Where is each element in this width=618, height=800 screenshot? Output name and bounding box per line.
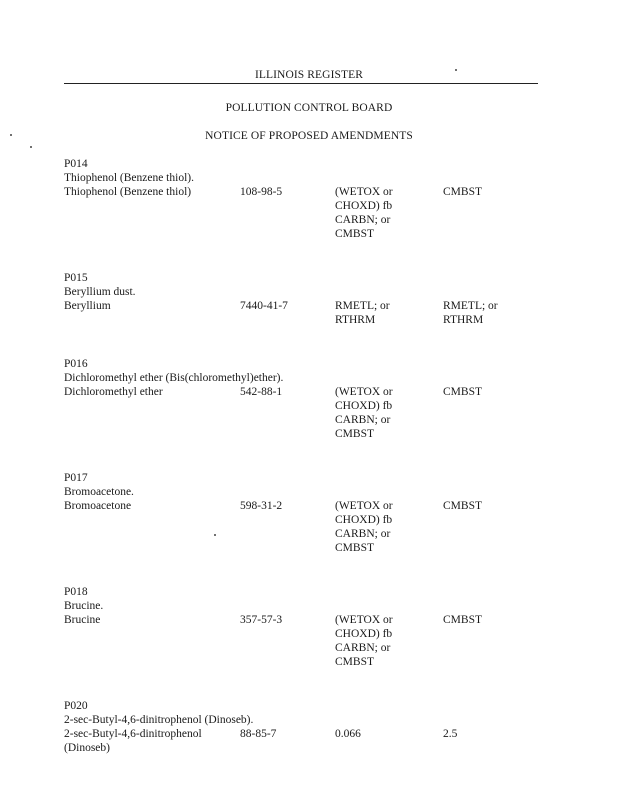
constituent-name-line: (Dinoseb)	[64, 742, 110, 754]
waste-code: P020	[64, 700, 88, 712]
wastewater-standard-line: CMBST	[335, 428, 374, 440]
heading-rule	[64, 83, 538, 84]
waste-code-entry	[64, 357, 544, 441]
constituent-name-line: Thiophenol (Benzene thiol)	[64, 186, 192, 198]
wastewater-standard-line: 0.066	[335, 728, 361, 740]
cas-number: 108-98-5	[240, 186, 283, 198]
waste-description: Dichloromethyl ether (Bis(chloromethyl)ether).	[64, 372, 284, 384]
constituent-row	[64, 385, 544, 441]
scan-speck	[10, 134, 12, 136]
wastewater-standard	[335, 613, 431, 669]
waste-description: 2-sec-Butyl-4,6-dinitrophenol (Dinoseb).	[64, 714, 254, 726]
wastewater-standard-line: CMBST	[335, 656, 374, 668]
constituent-name	[64, 299, 234, 313]
waste-description: Thiophenol (Benzene thiol).	[64, 172, 194, 184]
nonwastewater-standard-line: RMETL; or	[443, 300, 498, 312]
nonwastewater-standard	[443, 299, 539, 327]
wastewater-standard-line: CMBST	[335, 542, 374, 554]
waste-code: P018	[64, 586, 88, 598]
constituent-name-line: Brucine	[64, 614, 101, 626]
wastewater-standard-line: CHOXD) fb	[335, 200, 393, 212]
wastewater-standard-line: CHOXD) fb	[335, 400, 393, 412]
wastewater-standard-line: CARBN; or	[335, 414, 391, 426]
notice-heading: NOTICE OF PROPOSED AMENDMENTS	[205, 130, 413, 142]
wastewater-standard-line: CARBN; or	[335, 528, 391, 540]
scan-speck	[30, 146, 32, 148]
wastewater-standard	[335, 185, 431, 241]
waste-code-entry	[64, 157, 544, 241]
nonwastewater-standard	[443, 385, 539, 399]
nonwastewater-standard-line: 2.5	[443, 728, 458, 740]
nonwastewater-standard	[443, 613, 539, 627]
waste-code-entry	[64, 471, 544, 555]
waste-code: P014	[64, 158, 88, 170]
wastewater-standard-line: CARBN; or	[335, 642, 391, 654]
constituent-row	[64, 185, 544, 241]
waste-code: P016	[64, 358, 88, 370]
waste-description: Bromoacetone.	[64, 486, 134, 498]
constituent-row	[64, 613, 544, 669]
wastewater-standard-line: (WETOX or	[335, 614, 393, 626]
scan-speck	[214, 534, 216, 536]
waste-code-entry	[64, 699, 544, 755]
constituent-name	[64, 385, 234, 399]
constituent-name-line: Dichloromethyl ether	[64, 386, 163, 398]
cas-number: 88-85-7	[240, 728, 277, 740]
cas-number: 542-88-1	[240, 386, 283, 398]
nonwastewater-standard	[443, 727, 539, 741]
waste-description: Brucine.	[64, 600, 104, 612]
wastewater-standard-line: RMETL; or	[335, 300, 390, 312]
register-heading: ILLINOIS REGISTER	[254, 69, 364, 81]
nonwastewater-standard	[443, 499, 539, 513]
constituent-name-line: Bromoacetone	[64, 500, 132, 512]
wastewater-standard-line: (WETOX or	[335, 386, 393, 398]
wastewater-standard	[335, 499, 431, 555]
cas-number: 598-31-2	[240, 500, 283, 512]
wastewater-standard	[335, 727, 431, 741]
constituent-name-line: Beryllium	[64, 300, 111, 312]
constituent-name	[64, 185, 234, 199]
nonwastewater-standard-line: CMBST	[443, 386, 482, 398]
constituent-name	[64, 499, 234, 513]
waste-code-entry	[64, 585, 544, 669]
wastewater-standard-line: (WETOX or	[335, 500, 393, 512]
waste-code: P015	[64, 272, 88, 284]
waste-description: Beryllium dust.	[64, 286, 136, 298]
wastewater-standard-line: CHOXD) fb	[335, 514, 393, 526]
wastewater-standard-line: CARBN; or	[335, 214, 391, 226]
constituent-name	[64, 613, 234, 627]
wastewater-standard	[335, 299, 431, 327]
constituent-row	[64, 299, 544, 327]
wastewater-standard-line: CHOXD) fb	[335, 628, 393, 640]
wastewater-standard	[335, 385, 431, 441]
nonwastewater-standard-line: CMBST	[443, 186, 482, 198]
cas-number: 7440-41-7	[240, 300, 288, 312]
nonwastewater-standard-line: CMBST	[443, 614, 482, 626]
cas-number: 357-57-3	[240, 614, 283, 626]
wastewater-standard-line: RTHRM	[335, 314, 376, 326]
wastewater-standard-line: (WETOX or	[335, 186, 393, 198]
wastewater-standard-line: CMBST	[335, 228, 374, 240]
nonwastewater-standard	[443, 185, 539, 199]
nonwastewater-standard-line: CMBST	[443, 500, 482, 512]
constituent-row	[64, 727, 544, 755]
board-heading: POLLUTION CONTROL BOARD	[225, 102, 393, 114]
waste-code-list	[64, 157, 544, 755]
waste-code: P017	[64, 472, 88, 484]
constituent-name-line: 2-sec-Butyl-4,6-dinitrophenol	[64, 728, 202, 740]
nonwastewater-standard-line: RTHRM	[443, 314, 484, 326]
scan-speck	[455, 69, 457, 71]
waste-code-entry	[64, 271, 544, 327]
constituent-name	[64, 727, 234, 755]
constituent-row	[64, 499, 544, 555]
